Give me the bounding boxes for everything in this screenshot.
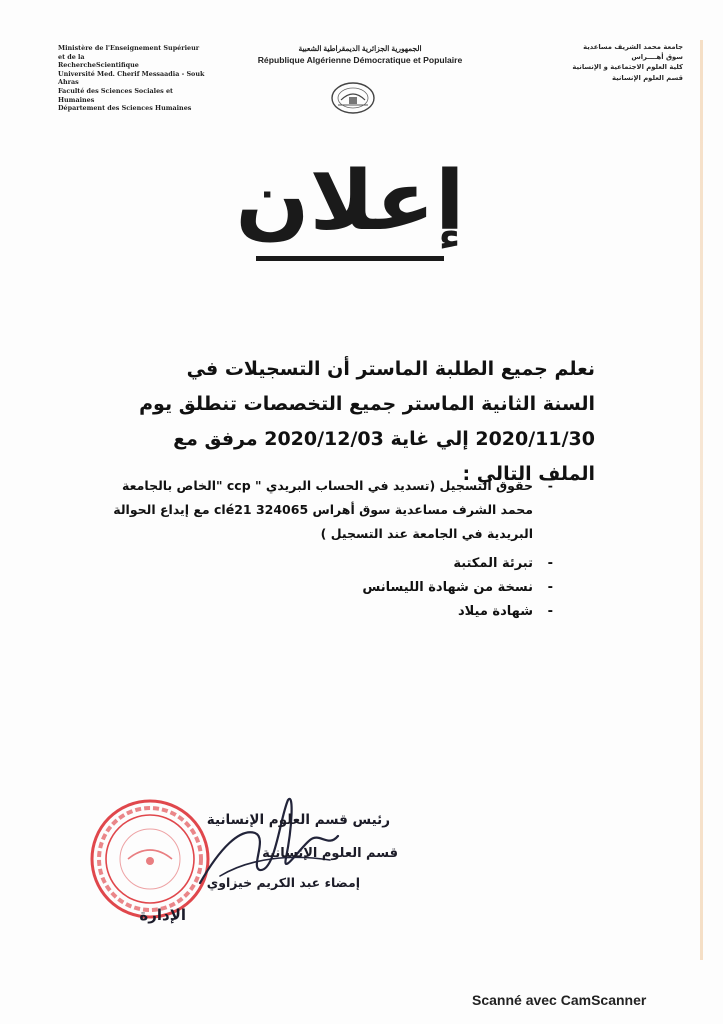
announcement-title: إعلان <box>235 154 465 249</box>
signatory-name: إمضاء عبد الكريم خيزاوي <box>206 875 360 890</box>
university-emblem-icon <box>329 80 377 116</box>
header-right-arabic <box>533 42 683 83</box>
list-item: - شهادة ميلاد <box>110 600 555 624</box>
header-center-arabic: الجمهورية الجزائرية الديمقراطية الشعبية <box>298 44 422 53</box>
list-item: - تبرئة المكتبة <box>110 552 555 576</box>
header-left-line: RechercheScientifique <box>58 61 139 70</box>
scanner-watermark: Scanné avec CamScanner <box>472 992 647 1008</box>
header-center <box>250 44 470 65</box>
header-right-line: كلية العلوم الاجتماعية و الإنسانية <box>572 63 683 72</box>
list-item: - حقوق التسجيل (تسديد في الحساب البريدي " ccp "الخاص بالجامعة محمد الشرف مساعدية سوق أهراس 324065 clé21 مع إيداع الحوالة البريدية في الجامعة عند التسجيل ) <box>110 474 555 546</box>
list-item: - نسخة من شهادة الليسانس <box>110 576 555 600</box>
announcement-intro: نعلم جميع الطلبة الماستر أن التسجيلات في السنة الثانية الماستر جميع التخصصات تنطلق يوم 2020/11/30 إلي غاية 2020/12/03 مرفق مع الملف التالي : <box>139 358 595 485</box>
signatory-department: قسم العلوم الإنسانية <box>262 846 398 861</box>
header-left-line: Faculté des Sciences Sociales et Humaines <box>58 86 173 104</box>
header-right-line: قسم العلوم الإنسانية <box>611 73 683 82</box>
title-underline <box>256 256 444 261</box>
paper-edge-shadow <box>700 40 703 960</box>
header-right-line: سوق أهــــراس <box>631 53 683 62</box>
header-right-line: جامعة محمد الشريف مساعدية <box>583 43 683 51</box>
signatory-title: رئيس قسم العلوم الإنسانية <box>206 812 390 828</box>
required-documents-list <box>110 474 555 624</box>
header-center-french: République Algérienne Démocratique et Populaire <box>257 55 463 65</box>
header-left-line: Ministère de l'Enseignement Supérieur et de la <box>58 44 200 61</box>
administration-label: الإدارة <box>139 906 186 924</box>
header-left-line: Département des Sciences Humaines <box>58 104 192 113</box>
header-left-line: Université Med. Cherif Messaadia - Souk Ahras <box>58 69 205 87</box>
header-left-french <box>58 44 208 113</box>
